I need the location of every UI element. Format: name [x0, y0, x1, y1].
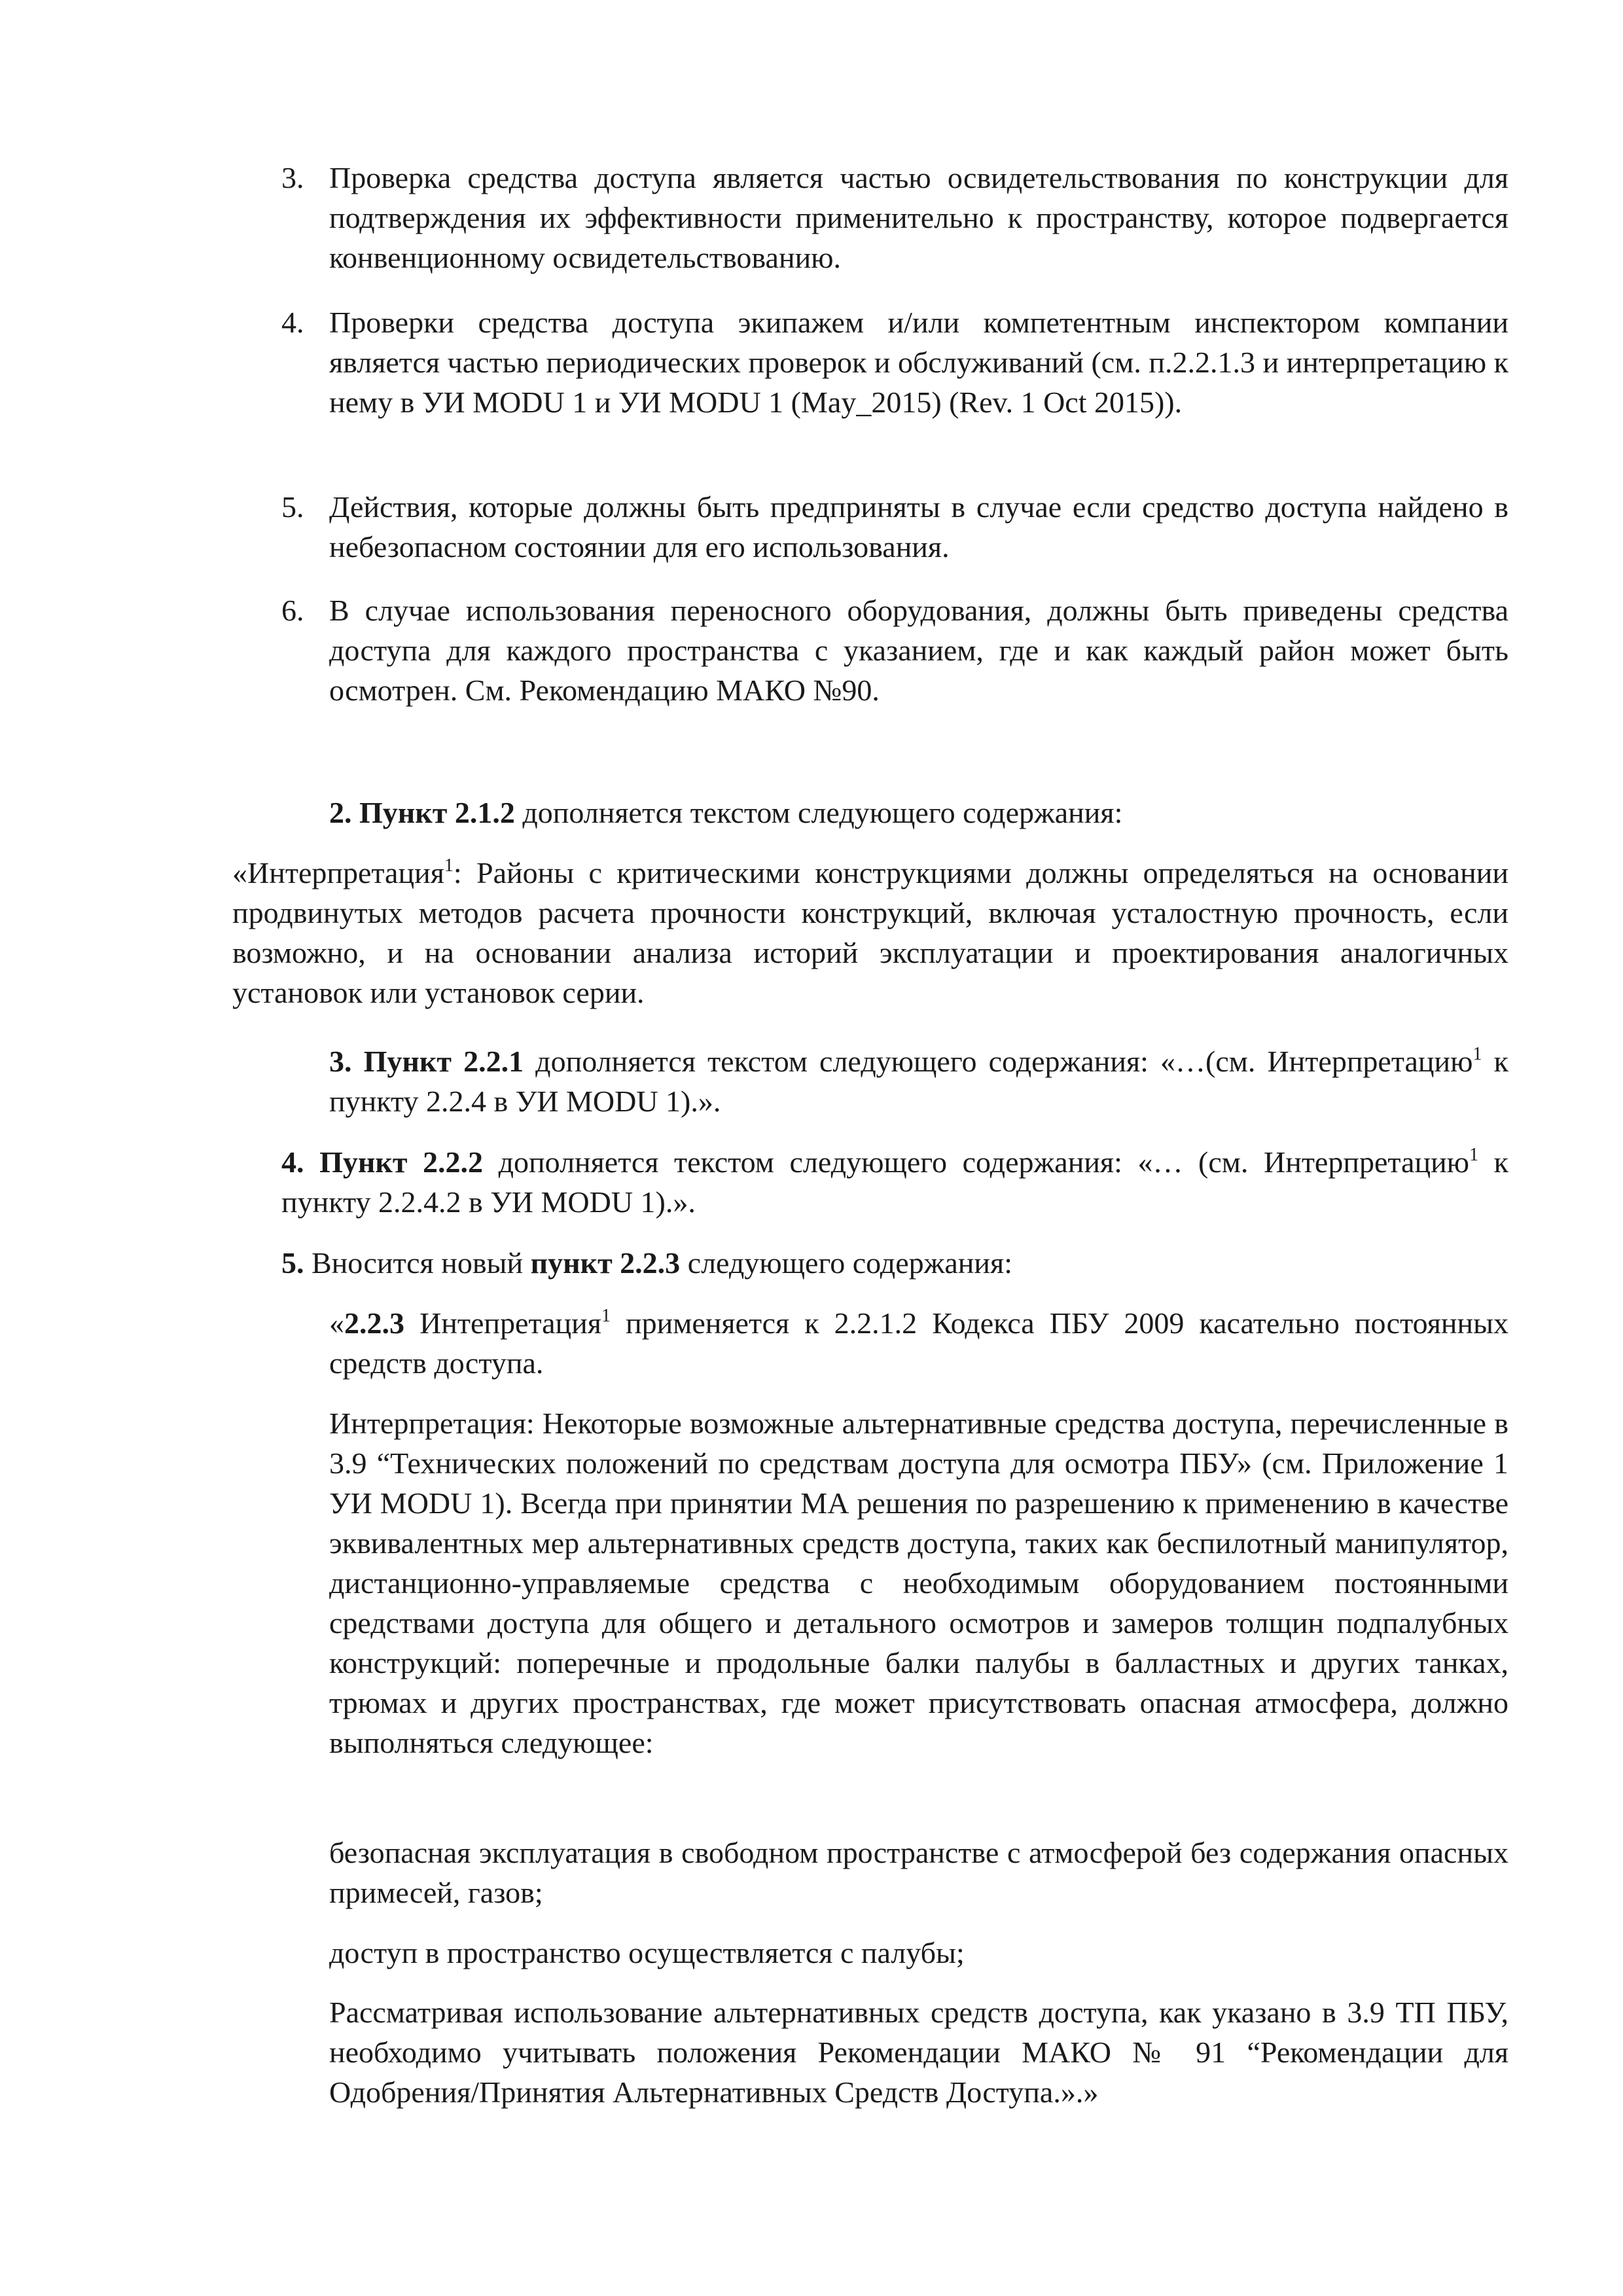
section-3-label: 3. Пункт 2.2.1 [329, 1045, 524, 1078]
footnote-ref: 1 [444, 855, 454, 876]
section-2-text: дополняется текстом следующего содержания: [514, 796, 1123, 829]
list-item-6: В случае использования переносного оборудования, должны быть приведены средства доступа для каждого пространства с указанием, где и как каждый район может быть осмотрен. См. Рекомендацию МАКО №90. [329, 594, 1508, 707]
list-item-3: Проверка средства доступа является частью освидетельствования по конструкции для подтверждения их эффективности применительно к пространству, которое подвергается конвенционному освидетельствованию. [329, 161, 1508, 274]
section-4-end: к пункту 2.2.4.2 в УИ MODU 1).». [281, 1145, 1508, 1219]
section-3-end: к пункту 2.2.4 в УИ MODU 1).». [329, 1045, 1508, 1118]
list-item-5: Действия, которые должны быть предприняты в случае если средство доступа найдено в небезопасном состоянии для его использования. [329, 490, 1508, 564]
section-2-label: 2. Пункт 2.1.2 [329, 796, 515, 829]
section-5-number: 5. [281, 1246, 304, 1280]
clause-2-2-3-paragraph [329, 1303, 1508, 1383]
list-number-3: 3. [281, 161, 304, 194]
interp-1-text: : Районы с критическими конструкциями должны определяться на основании продвинутых методов расчета прочности конструкций, включая усталостную прочность, если возможно, и на основании анализа историй эксплуатации и проектирования аналогичных установок или установок серии. [232, 856, 1508, 1009]
section-4-paragraph [281, 1142, 1508, 1222]
section-3-text: дополняется текстом следующего содержания: «…(см. Интерпретацию [524, 1045, 1473, 1078]
interpretation-paragraph-2: Интерпретация: Некоторые возможные альтернативные средства доступа, перечисленные в 3.9 “Технических положений по средствам доступа для осмотра ПБУ» (см. Приложение 1 УИ MODU 1). Всегда при принятии МА решения по разрешению к применению в качестве эквивалентных мер альтернативных средств доступа, таких как беспилотный манипулятор, дистанционно-управляемые средства с необходимым оборудованием постоянными средствами доступа для общего и детального осмотров и замеров толщин подпалубных конструкций: поперечные и продольные балки палубы в балластных и других танках, трюмах и других пространствах, где может присутствовать опасная атмосфера, должно выполняться следующее: [329, 1407, 1508, 1759]
section-5-text: Вносится новый [304, 1246, 531, 1280]
list-number-4: 4. [281, 306, 304, 339]
section-2-heading [329, 793, 1508, 833]
clause-2-2-3-label: 2.2.3 [344, 1306, 404, 1340]
deck-access-paragraph: доступ в пространство осуществляется с палубы; [329, 1936, 965, 1969]
interp-1-open: «Интерпретация [232, 856, 444, 889]
section-3-paragraph [329, 1041, 1508, 1121]
interpretation-paragraph-1 [232, 853, 1508, 1013]
footnote-ref: 1 [1472, 1044, 1482, 1064]
clause-end: применяется к 2.2.1.2 Кодекса ПБУ 2009 касательно постоянных средств доступа. [329, 1306, 1508, 1380]
section-4-label: 4. Пункт 2.2.2 [281, 1145, 484, 1179]
section-4-text: дополняется текстом следующего содержания: «… (см. Интерпретацию [483, 1145, 1470, 1179]
list-number-6: 6. [281, 594, 304, 627]
section-5-clause: пункт 2.2.3 [530, 1246, 681, 1280]
list-item-4: Проверки средства доступа экипажем и/или компетентным инспектором компании является частью периодических проверок и обслуживаний (см. п.2.2.1.3 и интерпретацию к нему в УИ MODU 1 и УИ MODU 1 (May_2015) (Rev. 1 Oct 2015)). [329, 306, 1508, 419]
final-paragraph: Рассматривая использование альтернативных средств доступа, как указано в 3.9 ТП ПБУ, необходимо учитывать положения Рекомендации МАКО № 91 “Рекомендации для Одобрения/Принятия Альтернативных Средств Доступа.».» [329, 1996, 1508, 2109]
footnote-ref: 1 [601, 1306, 611, 1326]
clause-text: Интепретация [404, 1306, 601, 1340]
list-number-5: 5. [281, 490, 304, 524]
safe-operation-paragraph: безопасная эксплуатация в свободном пространстве с атмосферой без содержания опасных примесей, газов; [329, 1836, 1508, 1909]
footnote-ref: 1 [1469, 1145, 1479, 1165]
clause-open-quote: « [329, 1306, 344, 1340]
section-5-heading [281, 1243, 1508, 1283]
section-5-end: следующего содержания: [680, 1246, 1012, 1280]
